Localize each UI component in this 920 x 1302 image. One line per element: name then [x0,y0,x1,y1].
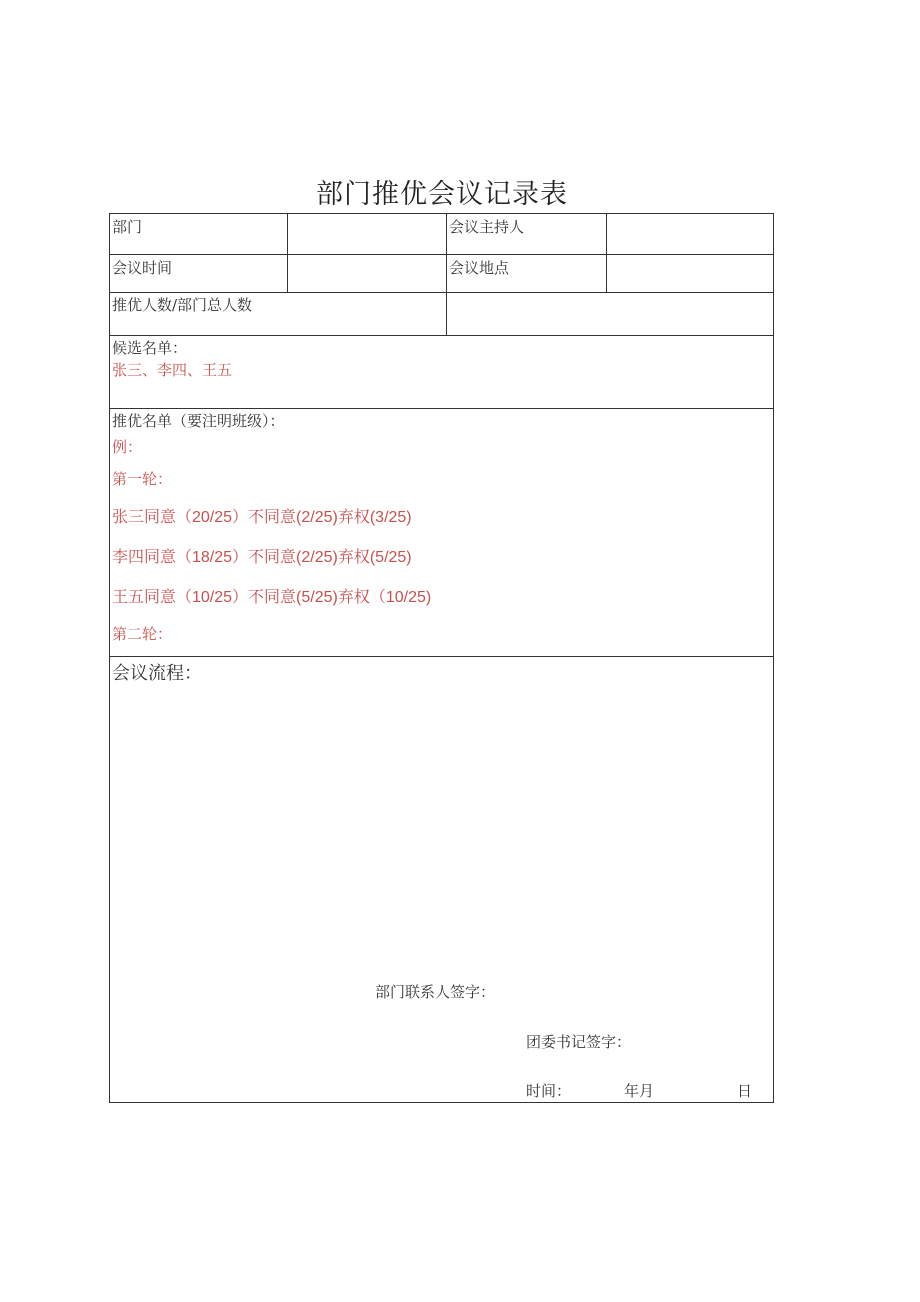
vote-line-lisi: 李四同意（18/25）不同意(2/25)弃权(5/25) [112,549,412,566]
recommend-count-label: 推优人数/部门总人数 [112,296,253,314]
meeting-process-area[interactable] [110,689,773,969]
vote-line-zhangsan: 张三同意（20/25）不同意(2/25)弃权(3/25) [112,509,412,526]
row-divider [110,656,773,657]
record-form [109,213,774,1103]
candidates-label: 候选名单： [112,339,188,357]
candidates-names: 张三、李四、王五 [112,361,233,379]
row-divider [110,408,773,409]
meeting-time-label: 会议时间 [112,259,173,277]
meeting-place-label: 会议地点 [449,259,510,277]
dept-field[interactable] [288,214,446,254]
row-divider [110,335,773,336]
round-two-label: 第二轮： [112,625,173,643]
recommend-count-field[interactable] [447,293,773,335]
league-signature-label: 团委书记签字： [526,1033,632,1051]
meeting-place-field[interactable] [607,255,773,292]
day-label: 日 [737,1082,753,1100]
dept-label: 部门 [112,218,143,236]
host-label: 会议主持人 [449,218,525,236]
year-month-label: 年月 [624,1082,655,1100]
page-title: 部门推优会议记录表 [316,179,568,210]
meeting-process-label: 会议流程： [112,663,202,684]
recommend-list-label: 推优名单（要注明班级）： [112,412,285,430]
example-label: 例： [112,438,143,456]
host-field[interactable] [607,214,773,254]
sign-time-label: 时间： [526,1082,572,1100]
meeting-time-field[interactable] [288,255,446,292]
round-one-label: 第一轮： [112,470,173,488]
vote-line-wangwu: 王五同意（10/25）不同意(5/25)弃权（10/25) [112,589,432,606]
contact-signature-label: 部门联系人签字： [375,983,496,1001]
